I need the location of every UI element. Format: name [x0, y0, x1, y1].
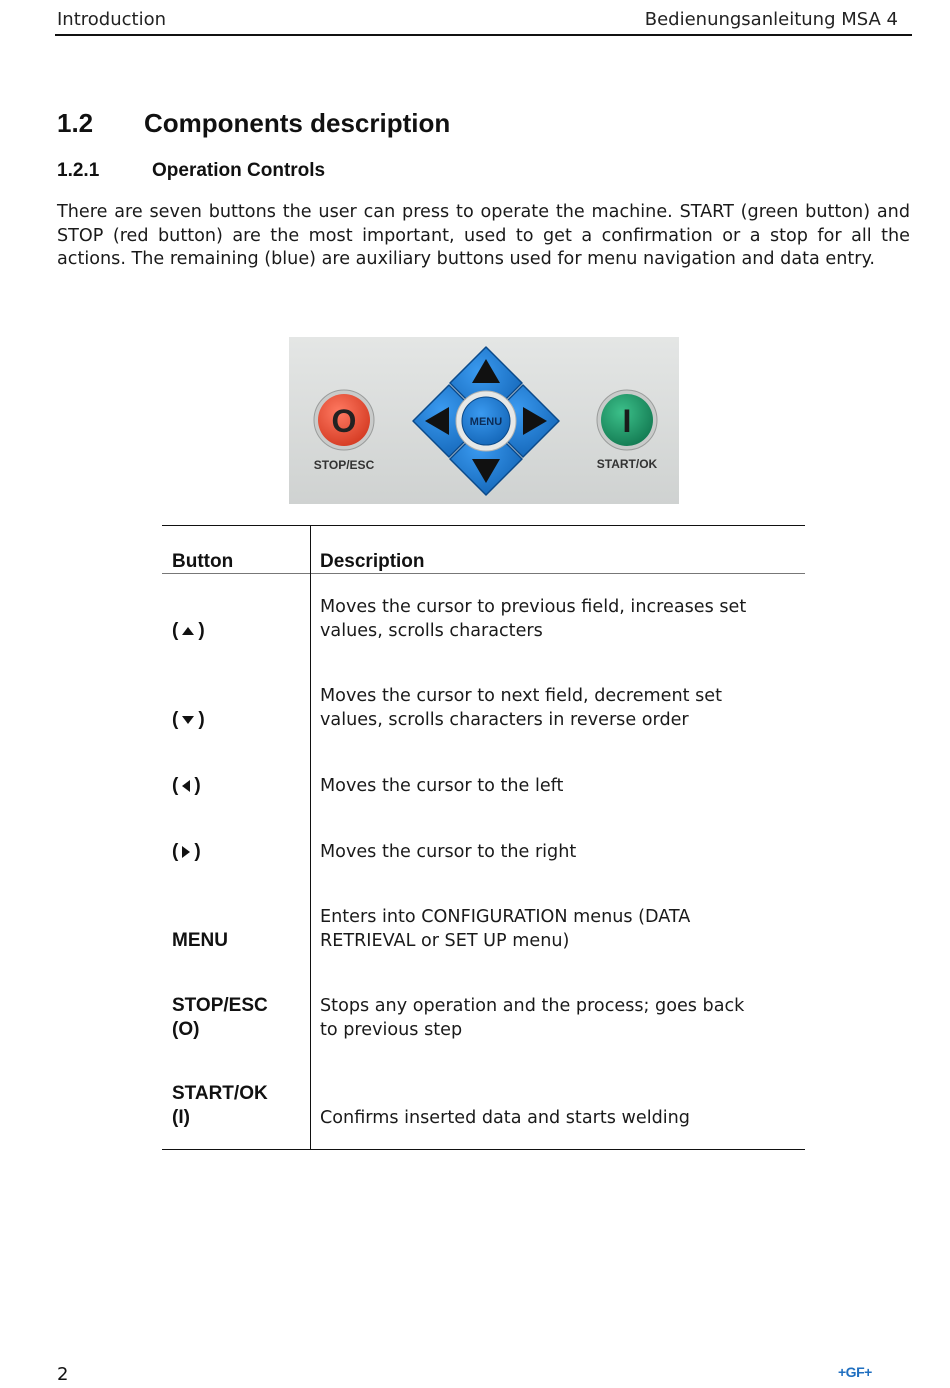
description-line: Moves the cursor to the right [320, 842, 577, 862]
row-button-cell [172, 619, 302, 643]
row-button-cell: MENU [172, 930, 228, 951]
page-number: 2 [57, 1364, 69, 1385]
table-header-description: Description [320, 551, 425, 572]
menu-button-label: MENU [469, 416, 503, 428]
description-line: Enters into CONFIGURATION menus (DATA [320, 907, 691, 927]
triangle-left-icon [182, 780, 190, 792]
button-name: STOP/ESC [172, 995, 268, 1016]
paren-close: ) [194, 775, 201, 796]
subsection-number: 1.2.1 [57, 160, 100, 181]
triangle-down-icon [182, 716, 194, 724]
table-top-rule [162, 525, 805, 526]
intro-paragraph: There are seven buttons the user can press to operate the machine. START (green button) and STOP (red button) are the most important, used to get a confirmation or a stop for all the actions. The remaining (blue) are auxiliary buttons used for menu navigation and data entry. [57, 202, 910, 269]
description-line: Stops any operation and the process; goes back [320, 996, 745, 1016]
paren-open: ( [172, 841, 179, 862]
triangle-right-icon [182, 846, 190, 858]
row-button-cell [172, 840, 302, 864]
row-description-cell [320, 1106, 790, 1130]
section-number: 1.2 [57, 108, 94, 138]
table-header-button: Button [172, 551, 234, 572]
button-glyph: (I) [172, 1107, 190, 1128]
stop-button-glyph: O [331, 403, 357, 439]
row-description-cell [320, 840, 790, 864]
row-button-cell [172, 774, 302, 798]
paren-open: ( [172, 620, 179, 641]
description-line: values, scrolls characters [320, 621, 543, 641]
paren-open: ( [172, 709, 179, 730]
control-panel-image [289, 337, 679, 504]
description-line: values, scrolls characters in reverse order [320, 710, 689, 730]
header-left-title: Introduction [57, 9, 167, 30]
paren-close: ) [194, 841, 201, 862]
row-description-cell [320, 774, 790, 798]
triangle-up-icon [182, 627, 194, 635]
paren-open: ( [172, 775, 179, 796]
table-column-divider [310, 525, 311, 1150]
row-description-cell [320, 994, 790, 1042]
row-description-cell [320, 905, 790, 953]
start-button-glyph: I [622, 403, 632, 439]
description-line: Confirms inserted data and starts welding [320, 1108, 690, 1128]
paren-close: ) [198, 620, 205, 641]
stop-button-label: STOP/ESC [313, 458, 375, 472]
description-line: RETRIEVAL or SET UP menu) [320, 931, 570, 951]
description-line: Moves the cursor to next field, decrement set [320, 686, 723, 706]
gf-logo: +GF+ [838, 1364, 872, 1380]
table-header-rule [162, 573, 805, 574]
row-description-cell [320, 595, 790, 643]
description-line: Moves the cursor to the left [320, 776, 564, 796]
description-line: to previous step [320, 1020, 463, 1040]
row-description-cell [320, 684, 790, 732]
subsection-title: Operation Controls [152, 160, 326, 181]
description-line: Moves the cursor to previous field, increases set [320, 597, 747, 617]
row-button-cell [172, 1082, 302, 1130]
button-glyph: (O) [172, 1019, 200, 1040]
row-button-cell [172, 708, 302, 732]
paren-close: ) [198, 709, 205, 730]
button-name: START/OK [172, 1083, 268, 1104]
start-button-label: START/OK [596, 457, 658, 471]
header-right-title: Bedienungsanleitung MSA 4 [644, 9, 898, 30]
header-rule [55, 34, 912, 36]
row-button-cell [172, 994, 302, 1042]
table-bottom-rule [162, 1149, 805, 1150]
section-title: Components description [144, 108, 451, 138]
